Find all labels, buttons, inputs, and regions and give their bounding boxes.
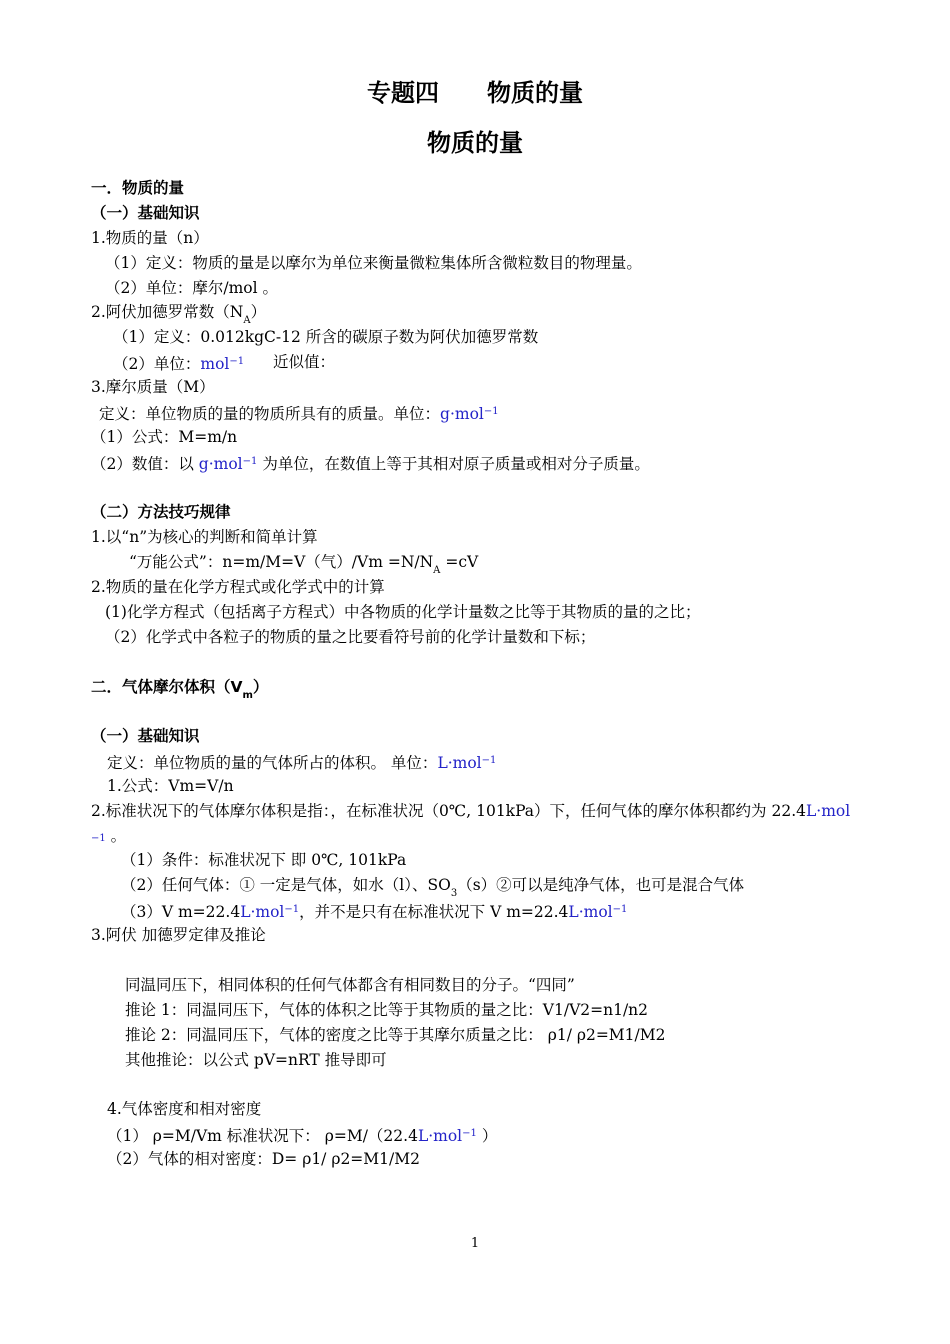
standard-molar-volume-unit: L·mol [806,802,851,820]
universal-formula-subscript: A [433,565,441,576]
avogadro-law-heading: 3.阿伏 加德罗定律及推论 [91,926,266,944]
molar-volume-heading-text: 二．气体摩尔体积（V [91,678,243,696]
molar-volume-definition [107,751,496,773]
density-1 [107,1124,497,1146]
standard-molar-volume-end: 。 [105,827,127,845]
molar-volume-formula: 1.公式：Vm=V/n [107,777,234,795]
molar-volume-unit: L·mol [437,754,482,772]
inference-2: 推论 2：同温同压下，气体的密度之比等于其摩尔质量之比： ρ1/ ρ2=M1/M2 [125,1026,666,1044]
standard-molar-volume [91,801,850,821]
molar-mass-value-rest: 为单位，在数值上等于其相对原子质量或相对分子质量。 [257,455,650,473]
equation-heading: 2.物质的量在化学方程式或化学式中的计算 [91,578,385,596]
inference-1: 推论 1：同温同压下，气体的体积之比等于其物质的量之比：V1/V2=n1/n2 [125,1001,649,1019]
subsection-basic-knowledge: （一）基础知识 [91,204,200,222]
density-1-close: ） [476,1127,498,1145]
condition-3-exponent-1: −1 [284,904,300,915]
molar-volume-heading-close: ） [252,678,269,696]
other-inference: 其他推论：以公式 pV=nRT 推导即可 [125,1051,387,1069]
density-1-exponent: −1 [462,1128,477,1139]
condition-3-text-a: （3）V m=22.4 [121,903,241,921]
basic-knowledge-2-text: （一）基础知识 [91,727,200,745]
molar-mass-definition [99,402,499,424]
avogadro-unit-value: mol [200,355,230,373]
equation-rule-2: （2）化学式中各粒子的物质的量之比要看符号前的化学计量数和下标； [105,628,596,646]
molar-mass-unit: g·mol [440,405,484,423]
standard-molar-volume-text: 2.标准状况下的气体摩尔体积是指：，在标准状况（0℃, 101kPa）下，任何气体的摩尔体积都约为 22.4 [91,802,806,820]
item-amount-of-substance: 1.物质的量（n） [91,229,209,247]
density-heading: 4.气体密度和相对密度 [107,1100,262,1118]
molar-mass-formula: （1）公式：M=m/n [91,428,238,446]
molar-volume-unit-exponent: −1 [481,755,497,766]
condition-3 [121,900,627,922]
condition-3-exponent-2: −1 [612,904,628,915]
page-title: 物质的量 [427,129,523,157]
subsection-methods: （二）方法技巧规律 [91,503,231,521]
calc-heading: 1.以“n”为核心的判断和简单计算 [91,528,318,546]
condition-3-unit-2: L·mol [568,903,613,921]
condition-3-unit-1: L·mol [240,903,285,921]
standard-molar-volume-cont [91,826,126,849]
universal-formula-text: “万能公式”：n=m/M=V（气）/Vm =N/N [129,553,434,571]
page-number: 1 [470,1236,480,1251]
item-molar-mass: 3.摩尔质量（M） [91,378,215,396]
standard-molar-volume-exponent: −1 [91,833,106,844]
avogadro-unit [113,352,244,374]
topic-title: 专题四 物质的量 [367,79,583,107]
condition-2-subscript: 3 [450,888,458,899]
condition-2-rest: （s）②可以是纯净气体，也可是混合气体 [457,876,745,894]
equation-rule-1: (1)化学方程式（包括离子方程式）中各物质的化学计量数之比等于其物质的量的之比； [105,603,701,621]
condition-1: （1）条件：标准状况下 即 0℃, 101kPa [121,851,407,869]
molar-volume-def-text: 定义：单位物质的量的气体所占的体积。 单位： [107,754,438,772]
subsection-basic-knowledge-2 [91,726,200,746]
density-1-text: （1） ρ=M/Vm 标准状况下： ρ=M/（22.4 [107,1127,418,1145]
density-2: （2）气体的相对密度：D= ρ1/ ρ2=M1/M2 [107,1150,420,1168]
section-heading-molar-volume [91,677,268,706]
condition-2-text: （2）任何气体：① 一定是气体，如水（l）、SO [121,876,451,894]
avogadro-unit-label: （2）单位： [113,355,201,373]
molar-mass-unit-exponent: −1 [483,406,499,417]
amount-definition: （1）定义：物质的量是以摩尔为单位来衡量微粒集体所含微粒数目的物理量。 [105,254,642,272]
density-1-unit: L·mol [417,1127,463,1145]
na-subscript: A [243,315,251,326]
avogadro-law: 同温同压下，相同体积的任何气体都含有相同数目的分子。“四同” [125,976,575,994]
universal-formula-rest: =cV [440,553,479,571]
avogadro-unit-exponent: −1 [229,356,245,367]
condition-3-text-b: ，并不是只有在标准状况下 V m=22.4 [299,903,569,921]
molar-mass-value-text: （2）数值：以 [91,455,199,473]
molar-volume-heading-subscript: m [242,690,253,701]
molar-mass-value-unit: g·mol [198,455,243,473]
na-head-text: 2.阿伏加德罗常数（N [91,303,244,321]
avogadro-approx: 近似值： [273,353,336,371]
section-heading-amount: 一．物质的量 [91,179,185,197]
amount-unit: （2）单位：摩尔/mol 。 [105,279,278,297]
molar-mass-value-exponent: −1 [242,456,258,467]
na-head-close: ） [250,303,267,321]
molar-mass-def-text: 定义：单位物质的量的物质所具有的质量。单位： [99,405,441,423]
avogadro-definition: （1）定义：0.012kgC-12 所含的碳原子数为阿伏加德罗常数 [113,328,539,346]
molar-mass-value [91,452,650,474]
